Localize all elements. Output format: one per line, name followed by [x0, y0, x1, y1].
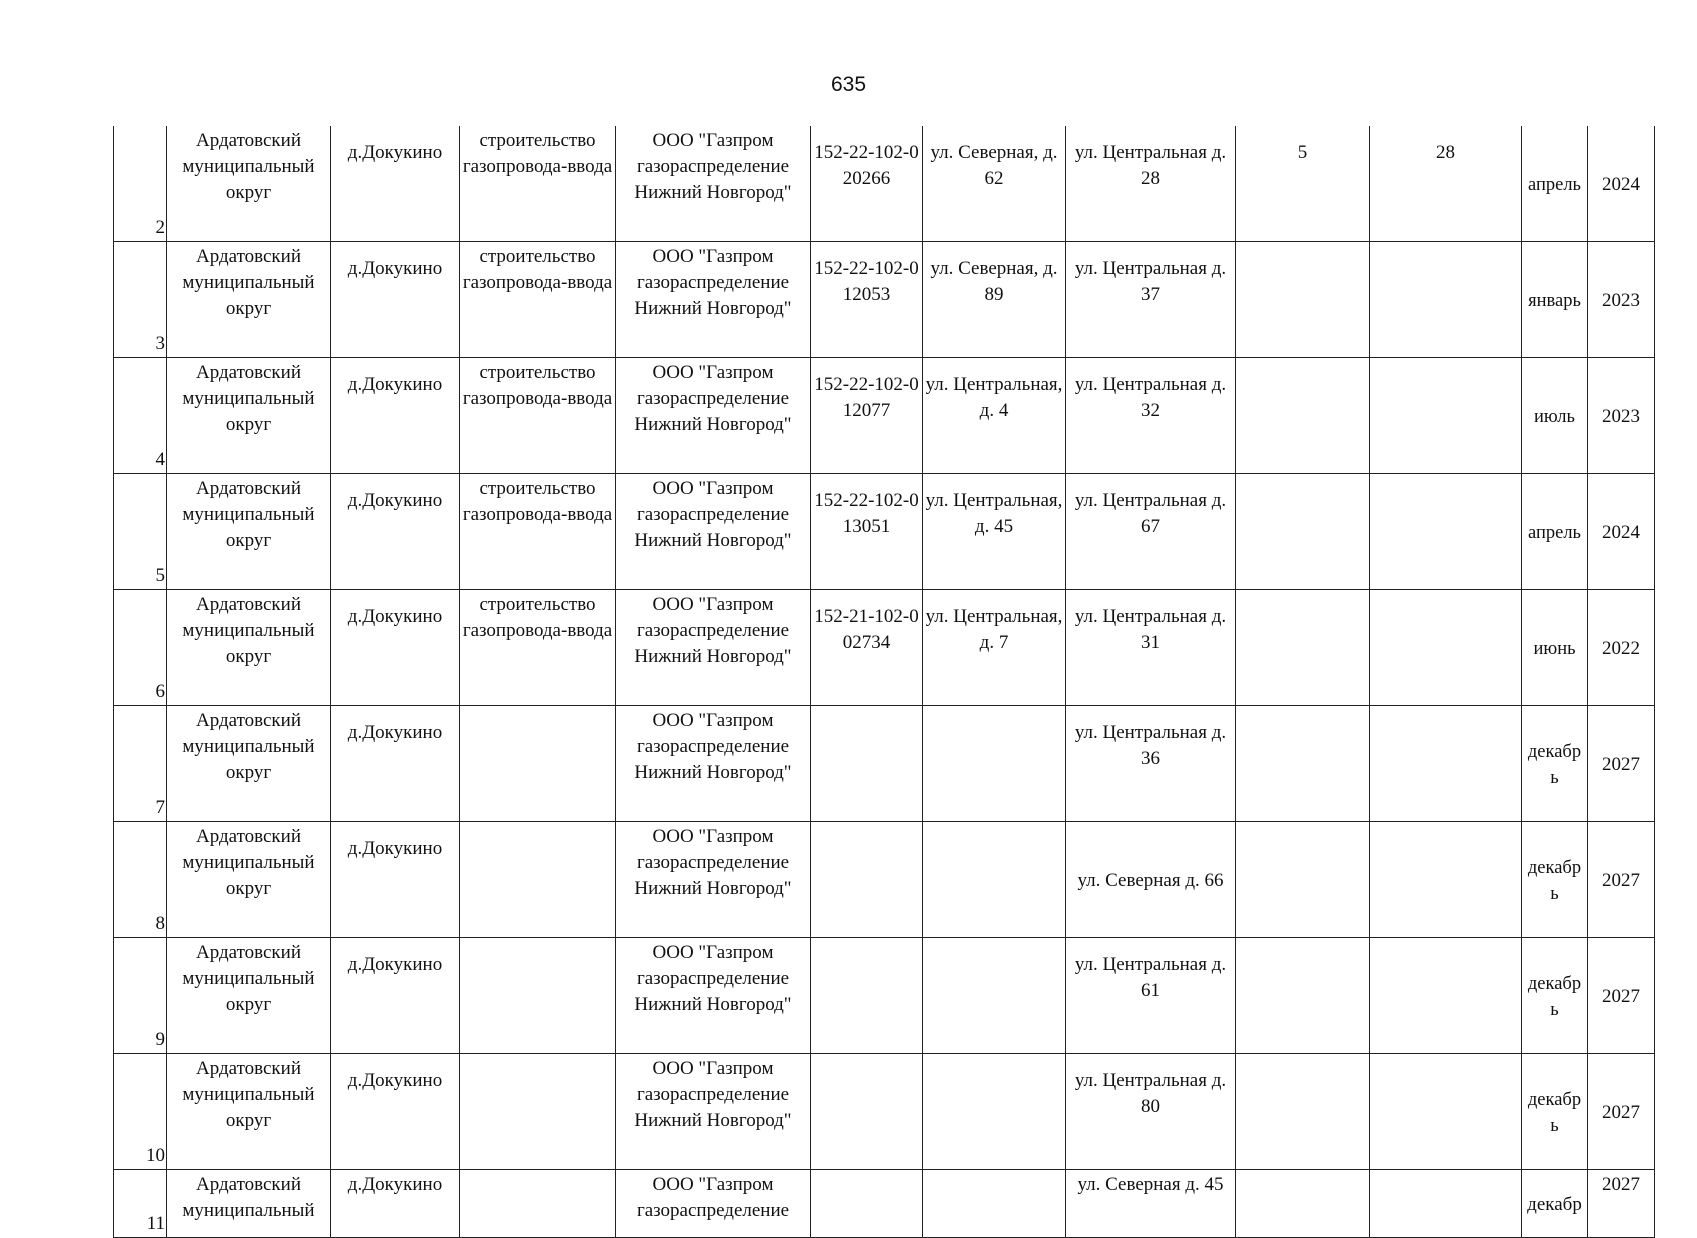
settlement-cell [331, 706, 460, 822]
organization-text: ООО "Газпром газораспределение Нижний Новгород" [634, 246, 792, 319]
year-text: 2027 [1602, 869, 1640, 891]
year-text: 2023 [1602, 289, 1640, 311]
year-cell [1588, 242, 1655, 358]
month-cell [1522, 474, 1588, 590]
month-cell [1522, 242, 1588, 358]
address-from-cell [923, 822, 1066, 938]
address-to-cell [1066, 1054, 1236, 1170]
address-from-cell [923, 706, 1066, 822]
district-cell [167, 1170, 331, 1238]
address-to-text: ул. Центральная д. 61 [1074, 954, 1227, 1001]
value-1-cell [1236, 1170, 1370, 1238]
address-from-text: ул. Центральная, д. 45 [925, 490, 1063, 537]
table-row [114, 358, 1655, 474]
row-number-cell [114, 1170, 167, 1238]
object-code-text: 152-21-102-002734 [814, 606, 919, 653]
row-number-text: 6 [155, 681, 165, 702]
settlement-text: д.Докукино [347, 142, 443, 163]
organization-cell [616, 126, 811, 242]
month-text: декабрь [1527, 741, 1582, 788]
organization-text: ООО "Газпром газораспределение [636, 1174, 790, 1221]
object-code-cell [811, 706, 923, 822]
address-to-cell [1066, 126, 1236, 242]
row-number-cell [114, 1054, 167, 1170]
month-text: декабрь [1527, 1089, 1582, 1136]
month-text: апрель [1528, 522, 1581, 543]
value-2-cell [1370, 1054, 1522, 1170]
address-to-text: ул. Центральная д. 36 [1074, 722, 1227, 769]
month-text: декабрь [1527, 857, 1582, 904]
district-cell [167, 822, 331, 938]
address-to-text: ул. Центральная д. 80 [1074, 1070, 1227, 1117]
district-text: Ардатовский муниципальный округ [182, 1058, 315, 1131]
year-text: 2022 [1602, 637, 1640, 659]
organization-cell [616, 1170, 811, 1238]
address-to-cell [1066, 590, 1236, 706]
row-number-text: 7 [155, 797, 165, 818]
month-text: июнь [1533, 638, 1576, 659]
settlement-text: д.Докукино [347, 606, 443, 627]
row-number-text: 3 [155, 333, 165, 354]
year-cell [1588, 590, 1655, 706]
year-cell [1588, 474, 1655, 590]
month-cell [1522, 590, 1588, 706]
object-code-cell [811, 242, 923, 358]
work-type-text: строительство газопровода-ввода [462, 594, 613, 641]
district-text: Ардатовский муниципальный округ [182, 826, 315, 899]
work-type-text: строительство газопровода-ввода [462, 246, 613, 293]
row-number-text: 4 [155, 449, 165, 470]
district-text: Ардатовский муниципальный округ [182, 130, 315, 203]
address-from-cell [923, 938, 1066, 1054]
organization-text: ООО "Газпром газораспределение Нижний Новгород" [634, 826, 792, 899]
object-code-text: 152-22-102-012077 [814, 374, 919, 421]
address-from-cell [923, 1170, 1066, 1238]
year-text: 2024 [1602, 173, 1640, 195]
month-text: июль [1534, 406, 1575, 427]
value-2-cell [1370, 706, 1522, 822]
month-cell [1522, 126, 1588, 242]
address-to-text: ул. Центральная д. 31 [1074, 606, 1227, 653]
district-text: Ардатовский муниципальный округ [182, 710, 315, 783]
work-type-cell [460, 358, 616, 474]
month-cell [1522, 706, 1588, 822]
value-2-cell [1370, 938, 1522, 1054]
value-1-cell [1236, 590, 1370, 706]
value-1-cell [1236, 706, 1370, 822]
object-code-text: 152-22-102-020266 [814, 142, 919, 189]
organization-text: ООО "Газпром газораспределение Нижний Новгород" [634, 594, 792, 667]
month-cell [1522, 938, 1588, 1054]
work-type-text: строительство газопровода-ввода [462, 130, 613, 177]
registry-table [113, 126, 1655, 1238]
settlement-text: д.Докукино [347, 1174, 443, 1195]
month-cell [1522, 822, 1588, 938]
settlement-text: д.Докукино [347, 258, 443, 279]
table-row [114, 1170, 1655, 1238]
value-1-cell [1236, 358, 1370, 474]
table-row [114, 590, 1655, 706]
organization-text: ООО "Газпром газораспределение Нижний Новгород" [634, 710, 792, 783]
organization-cell [616, 822, 811, 938]
district-cell [167, 474, 331, 590]
row-number-text: 2 [155, 217, 165, 238]
address-from-cell [923, 126, 1066, 242]
row-number-cell [114, 358, 167, 474]
address-to-text: ул. Северная д. 66 [1077, 869, 1224, 891]
row-number-text: 10 [146, 1145, 165, 1166]
organization-text: ООО "Газпром газораспределение Нижний Новгород" [634, 942, 792, 1015]
address-from-text: ул. Центральная, д. 7 [925, 606, 1063, 653]
value-2-cell [1370, 358, 1522, 474]
row-number-cell [114, 590, 167, 706]
year-text: 2023 [1602, 405, 1640, 427]
year-text: 2027 [1602, 1101, 1640, 1123]
value-1-cell [1236, 474, 1370, 590]
value-1-cell [1236, 938, 1370, 1054]
year-cell [1588, 126, 1655, 242]
month-text: декабрь [1527, 973, 1582, 1020]
value-2-cell [1370, 126, 1522, 242]
work-type-cell [460, 590, 616, 706]
year-text: 2024 [1602, 521, 1640, 543]
year-cell [1588, 1170, 1655, 1238]
district-cell [167, 938, 331, 1054]
month-cell [1522, 1170, 1588, 1238]
row-number-text: 11 [146, 1213, 165, 1234]
value-1-cell [1236, 242, 1370, 358]
settlement-text: д.Докукино [347, 374, 443, 395]
organization-cell [616, 706, 811, 822]
object-code-cell [811, 590, 923, 706]
address-to-cell [1066, 706, 1236, 822]
table-row [114, 126, 1655, 242]
address-to-cell [1066, 242, 1236, 358]
address-from-text: ул. Северная, д. 62 [930, 142, 1058, 189]
object-code-text: 152-22-102-012053 [814, 258, 919, 305]
settlement-cell [331, 590, 460, 706]
district-cell [167, 1054, 331, 1170]
organization-text: ООО "Газпром газораспределение Нижний Новгород" [634, 362, 792, 435]
row-number-cell [114, 126, 167, 242]
settlement-text: д.Докукино [347, 1070, 443, 1091]
work-type-cell [460, 1170, 616, 1238]
work-type-cell [460, 822, 616, 938]
table-row [114, 1054, 1655, 1170]
value-2-cell [1370, 822, 1522, 938]
work-type-cell [460, 706, 616, 822]
district-text: Ардатовский муниципальный округ [182, 942, 315, 1015]
year-text: 2027 [1602, 753, 1640, 775]
address-to-cell [1066, 1170, 1236, 1238]
object-code-cell [811, 1054, 923, 1170]
year-text: 2027 [1602, 1174, 1640, 1195]
organization-cell [616, 1054, 811, 1170]
address-to-text: ул. Центральная д. 37 [1074, 258, 1227, 305]
value-1-text: 5 [1297, 142, 1308, 163]
year-cell [1588, 706, 1655, 822]
work-type-cell [460, 1054, 616, 1170]
object-code-cell [811, 938, 923, 1054]
settlement-text: д.Докукино [347, 490, 443, 511]
object-code-cell [811, 1170, 923, 1238]
address-from-cell [923, 590, 1066, 706]
object-code-cell [811, 358, 923, 474]
address-from-text: ул. Северная, д. 89 [930, 258, 1058, 305]
object-code-cell [811, 474, 923, 590]
value-2-cell [1370, 590, 1522, 706]
settlement-cell [331, 126, 460, 242]
address-to-text: ул. Центральная д. 67 [1074, 490, 1227, 537]
address-to-cell [1066, 938, 1236, 1054]
settlement-cell [331, 474, 460, 590]
organization-text: ООО "Газпром газораспределение Нижний Новгород" [634, 1058, 792, 1131]
object-code-cell [811, 822, 923, 938]
district-text: Ардатовский муниципальный округ [182, 362, 315, 435]
row-number-text: 8 [155, 913, 165, 934]
settlement-cell [331, 1170, 460, 1238]
row-number-cell [114, 474, 167, 590]
district-cell [167, 590, 331, 706]
district-cell [167, 706, 331, 822]
table-row [114, 242, 1655, 358]
settlement-cell [331, 358, 460, 474]
settlement-cell [331, 938, 460, 1054]
settlement-text: д.Докукино [347, 722, 443, 743]
work-type-text: строительство газопровода-ввода [462, 362, 613, 409]
address-to-cell [1066, 474, 1236, 590]
year-text: 2027 [1602, 985, 1640, 1007]
address-from-cell [923, 1054, 1066, 1170]
district-cell [167, 126, 331, 242]
settlement-cell [331, 242, 460, 358]
month-cell [1522, 358, 1588, 474]
table-row [114, 822, 1655, 938]
page-number: 635 [830, 73, 867, 96]
year-cell [1588, 358, 1655, 474]
value-2-text: 28 [1436, 142, 1455, 163]
address-to-cell [1066, 358, 1236, 474]
address-from-cell [923, 242, 1066, 358]
organization-cell [616, 358, 811, 474]
organization-cell [616, 242, 811, 358]
object-code-text: 152-22-102-013051 [814, 490, 919, 537]
organization-cell [616, 474, 811, 590]
row-number-cell [114, 938, 167, 1054]
month-text: апрель [1528, 174, 1581, 195]
year-cell [1588, 938, 1655, 1054]
district-text: Ардатовский муниципальный [182, 1174, 315, 1221]
month-text: январь [1528, 290, 1581, 311]
address-to-text: ул. Центральная д. 32 [1074, 374, 1227, 421]
address-from-text: ул. Центральная, д. 4 [925, 374, 1063, 421]
address-from-cell [923, 358, 1066, 474]
organization-text: ООО "Газпром газораспределение Нижний Новгород" [634, 130, 792, 203]
value-1-cell [1236, 126, 1370, 242]
organization-cell [616, 590, 811, 706]
value-1-cell [1236, 822, 1370, 938]
address-to-cell [1066, 822, 1236, 938]
district-text: Ардатовский муниципальный округ [182, 246, 315, 319]
row-number-cell [114, 706, 167, 822]
settlement-text: д.Докукино [347, 838, 443, 859]
object-code-cell [811, 126, 923, 242]
district-cell [167, 358, 331, 474]
table-row [114, 474, 1655, 590]
value-2-cell [1370, 474, 1522, 590]
table-body [114, 126, 1655, 1238]
settlement-text: д.Докукино [347, 954, 443, 975]
work-type-cell [460, 126, 616, 242]
district-cell [167, 242, 331, 358]
work-type-text: строительство газопровода-ввода [462, 478, 613, 525]
value-1-cell [1236, 1054, 1370, 1170]
settlement-cell [331, 1054, 460, 1170]
work-type-cell [460, 242, 616, 358]
value-2-cell [1370, 1170, 1522, 1238]
value-2-cell [1370, 242, 1522, 358]
address-to-text: ул. Северная д. 45 [1077, 1174, 1224, 1195]
organization-cell [616, 938, 811, 1054]
district-text: Ардатовский муниципальный округ [182, 478, 315, 551]
year-cell [1588, 822, 1655, 938]
row-number-cell [114, 242, 167, 358]
row-number-cell [114, 822, 167, 938]
district-text: Ардатовский муниципальный округ [182, 594, 315, 667]
settlement-cell [331, 822, 460, 938]
month-text: декабр [1527, 1193, 1582, 1215]
year-cell [1588, 1054, 1655, 1170]
organization-text: ООО "Газпром газораспределение Нижний Новгород" [634, 478, 792, 551]
address-to-text: ул. Центральная д. 28 [1074, 142, 1227, 189]
row-number-text: 9 [155, 1029, 165, 1050]
work-type-cell [460, 474, 616, 590]
table-row [114, 938, 1655, 1054]
month-cell [1522, 1054, 1588, 1170]
table-row [114, 706, 1655, 822]
row-number-text: 5 [155, 565, 165, 586]
work-type-cell [460, 938, 616, 1054]
address-from-cell [923, 474, 1066, 590]
